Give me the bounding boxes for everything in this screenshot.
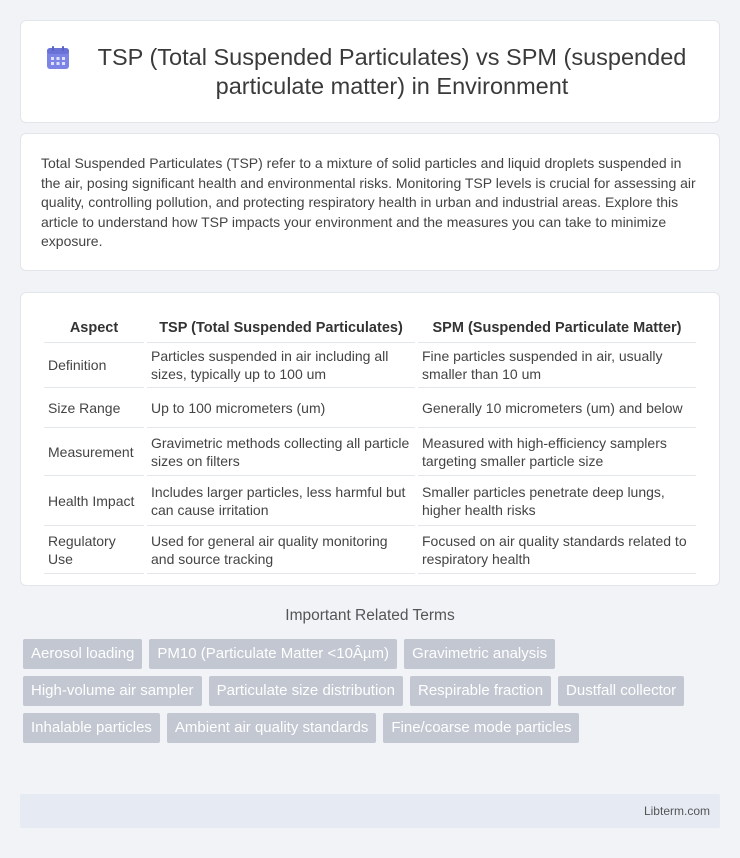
cell-spm: Generally 10 micrometers (um) and below (418, 388, 696, 428)
cell-aspect: Definition (44, 343, 144, 388)
cell-tsp: Includes larger particles, less harmful but can cause irritation (147, 476, 415, 526)
table-row (44, 526, 696, 574)
related-terms-title: Important Related Terms (285, 607, 455, 624)
tag-pm10[interactable]: PM10 (Particulate Matter <10Âµm) (149, 639, 397, 669)
cell-spm: Smaller particles penetrate deep lungs, higher health risks (418, 476, 696, 526)
related-terms-list (23, 639, 723, 750)
tag-aerosol-loading[interactable]: Aerosol loading (23, 639, 142, 669)
tag-fine-coarse-mode-particles[interactable]: Fine/coarse mode particles (383, 713, 579, 743)
tag-high-volume-air-sampler[interactable]: High-volume air sampler (23, 676, 202, 706)
cell-aspect: Measurement (44, 428, 144, 476)
comparison-table (41, 313, 699, 574)
cell-aspect: Health Impact (44, 476, 144, 526)
comparison-card (20, 292, 720, 586)
table-row (44, 388, 696, 428)
cell-spm: Fine particles suspended in air, usually smaller than 10 um (418, 343, 696, 388)
cell-tsp: Used for general air quality monitoring and source tracking (147, 526, 415, 574)
header-aspect: Aspect (44, 313, 144, 343)
table-header-row (44, 313, 696, 343)
cell-spm: Measured with high-efficiency samplers targeting smaller particle size (418, 428, 696, 476)
tag-ambient-air-quality-standards[interactable]: Ambient air quality standards (167, 713, 376, 743)
footer (20, 794, 720, 828)
table-row (44, 476, 696, 526)
tag-gravimetric-analysis[interactable]: Gravimetric analysis (404, 639, 555, 669)
intro-card (20, 133, 720, 271)
header-card (20, 20, 720, 123)
header-tsp: TSP (Total Suspended Particulates) (147, 313, 415, 343)
tag-inhalable-particles[interactable]: Inhalable particles (23, 713, 160, 743)
page-title: TSP (Total Suspended Particulates) vs SPM (suspended particulate matter) in Environment (97, 43, 687, 99)
tag-dustfall-collector[interactable]: Dustfall collector (558, 676, 684, 706)
cell-tsp: Up to 100 micrometers (um) (147, 388, 415, 428)
calendar-icon (45, 45, 71, 71)
cell-aspect: Regulatory Use (44, 526, 144, 574)
cell-tsp: Particles suspended in air including all sizes, typically up to 100 um (147, 343, 415, 388)
tag-particulate-size-distribution[interactable]: Particulate size distribution (209, 676, 403, 706)
intro-paragraph: Total Suspended Particulates (TSP) refer to a mixture of solid particles and liquid droplets suspended in the air, posing significant health and environmental risks. Monitoring TSP levels is crucial for assessing air quality, controlling pollution, and protecting respiratory health in urban and industrial areas. Explore this article to understand how TSP impacts your environment and the measures you can take to minimize exposure. (41, 155, 696, 250)
cell-spm: Focused on air quality standards related to respiratory health (418, 526, 696, 574)
tag-respirable-fraction[interactable]: Respirable fraction (410, 676, 551, 706)
cell-tsp: Gravimetric methods collecting all particle sizes on filters (147, 428, 415, 476)
footer-brand[interactable]: Libterm.com (643, 804, 710, 818)
cell-aspect: Size Range (44, 388, 144, 428)
header-spm: SPM (Suspended Particulate Matter) (418, 313, 696, 343)
table-row (44, 343, 696, 388)
table-row (44, 428, 696, 476)
